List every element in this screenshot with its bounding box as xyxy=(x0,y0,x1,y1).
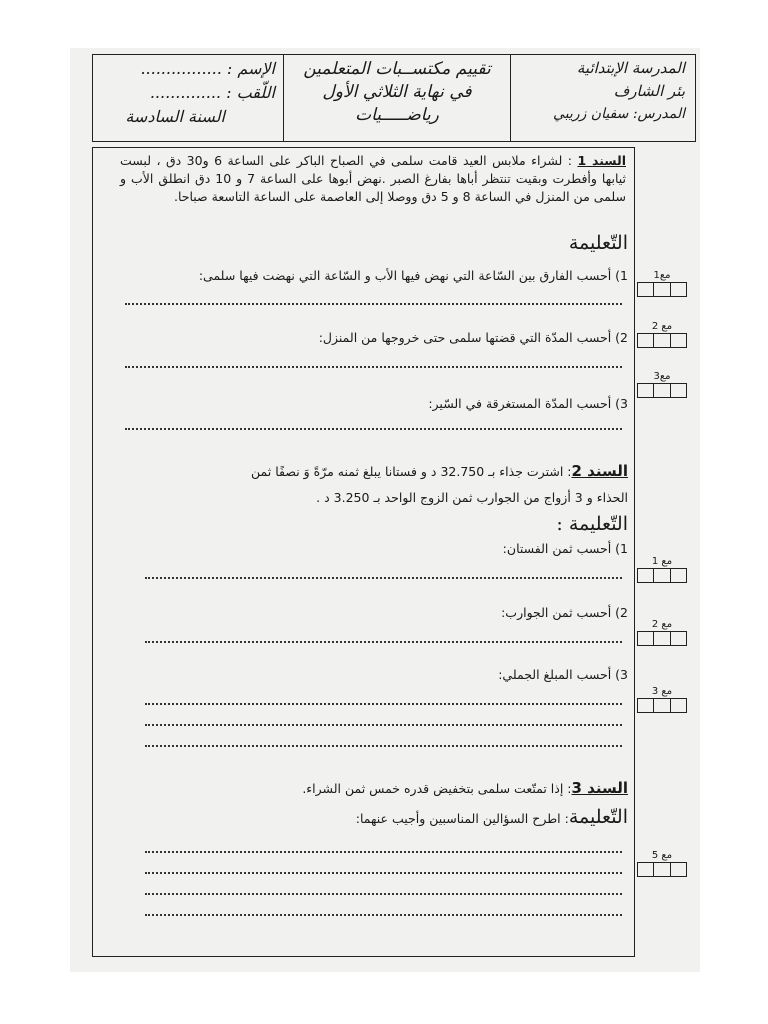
s1-question-2: 2) أحسب المدّة التي قضتها سلمى حتى خروجها من المنزل: xyxy=(318,330,628,345)
section2-instruction-heading: التّعليمة : xyxy=(556,513,628,535)
answer-line xyxy=(125,366,622,368)
student-info-cell xyxy=(92,54,284,142)
s2-question-2: 2) أحسب ثمن الجوارب: xyxy=(501,605,628,620)
section2-text-line1: : اشترت جذاء بـ 32.750 د و فستانا يبلغ ثمنه مرّةً وَ نصفًا ثمن xyxy=(251,464,572,479)
score-box-s3: مع 5 xyxy=(637,850,687,877)
section3-instruction xyxy=(356,806,628,828)
section1-text: : لشراء ملابس العيد قامت سلمى في الصباح الباكر على الساعة 6 و30 دق ، لبست ثيابها وأفطرت وبقيت تنتظر أباها بفارغ الصبر .نهض أبوها على الساعة 7 و 10 دق انطلق الأب و سلمى من المنزل في الساعة 8 و 5 دق ووصلا إلى العاصمة على الساعة التاسعة صباحا. xyxy=(120,153,627,204)
score-box-s1-2: مع 2 xyxy=(637,321,687,348)
section2-label: السند 2 xyxy=(571,462,628,480)
score-box-s1-1: مع1 xyxy=(637,270,687,297)
school-location: بئر الشارف xyxy=(613,82,685,100)
score-box-s1-3: مع3 xyxy=(637,371,687,398)
section2-text-line2: الحذاء و 3 أزواج من الجوارب ثمن الزوج الواحد بـ 3.250 د . xyxy=(316,490,628,505)
answer-line xyxy=(145,851,622,853)
answer-line xyxy=(145,914,622,916)
answer-line xyxy=(125,428,622,430)
section3-instruction-text: : اطرح السؤالين المناسبين وأجيب عنهما: xyxy=(355,811,569,826)
answer-line xyxy=(145,745,622,747)
student-grade: السنة السادسة xyxy=(125,107,225,126)
s2-question-3: 3) أحسب المبلغ الجملي: xyxy=(498,667,628,682)
s2-question-1: 1) أحسب ثمن الفستان: xyxy=(502,541,628,556)
answer-line xyxy=(145,724,622,726)
answer-line xyxy=(145,872,622,874)
section2-prompt-line1 xyxy=(251,462,628,480)
score-box-s2-1: مع 1 xyxy=(637,556,687,583)
section3-prompt xyxy=(302,779,628,797)
school-info-cell xyxy=(510,54,696,142)
teacher-name: المدرس: سفيان زريبي xyxy=(553,106,685,122)
answer-line xyxy=(145,893,622,895)
section3-label: السند 3 xyxy=(571,779,628,797)
section1-prompt xyxy=(120,152,626,206)
exam-subject: رياضـــــيات xyxy=(355,105,439,125)
section3-text: : إذا تمتّعت سلمى بتخفيض قدره خمس ثمن الشراء. xyxy=(302,781,572,796)
section3-instruction-heading: التّعليمة xyxy=(568,806,628,828)
answer-line xyxy=(125,303,622,305)
s1-question-1: 1) أحسب الفارق بين السّاعة التي نهض فيها الأب و السّاعة التي نهضت فيها سلمى: xyxy=(198,268,628,283)
score-box-s2-3: مع 3 xyxy=(637,686,687,713)
s1-question-3: 3) أحسب المدّة المستغرقة في السّير: xyxy=(428,396,628,411)
exam-period: في نهاية الثلاثي الأول xyxy=(322,82,472,102)
answer-line xyxy=(145,577,622,579)
exam-title-cell xyxy=(283,54,511,142)
answer-line xyxy=(145,703,622,705)
exam-title: تقييم مكتســبات المتعلمين xyxy=(303,59,491,79)
section1-instruction-heading: التّعليمة xyxy=(568,232,628,254)
student-surname-field: اللّقب : .............. xyxy=(149,83,275,102)
answer-line xyxy=(145,641,622,643)
score-box-s2-2: مع 2 xyxy=(637,619,687,646)
student-name-field: الإسم : ................ xyxy=(140,59,275,78)
section1-label: السند 1 xyxy=(577,153,626,168)
school-name: المدرسة الإبتدائية xyxy=(576,59,685,77)
